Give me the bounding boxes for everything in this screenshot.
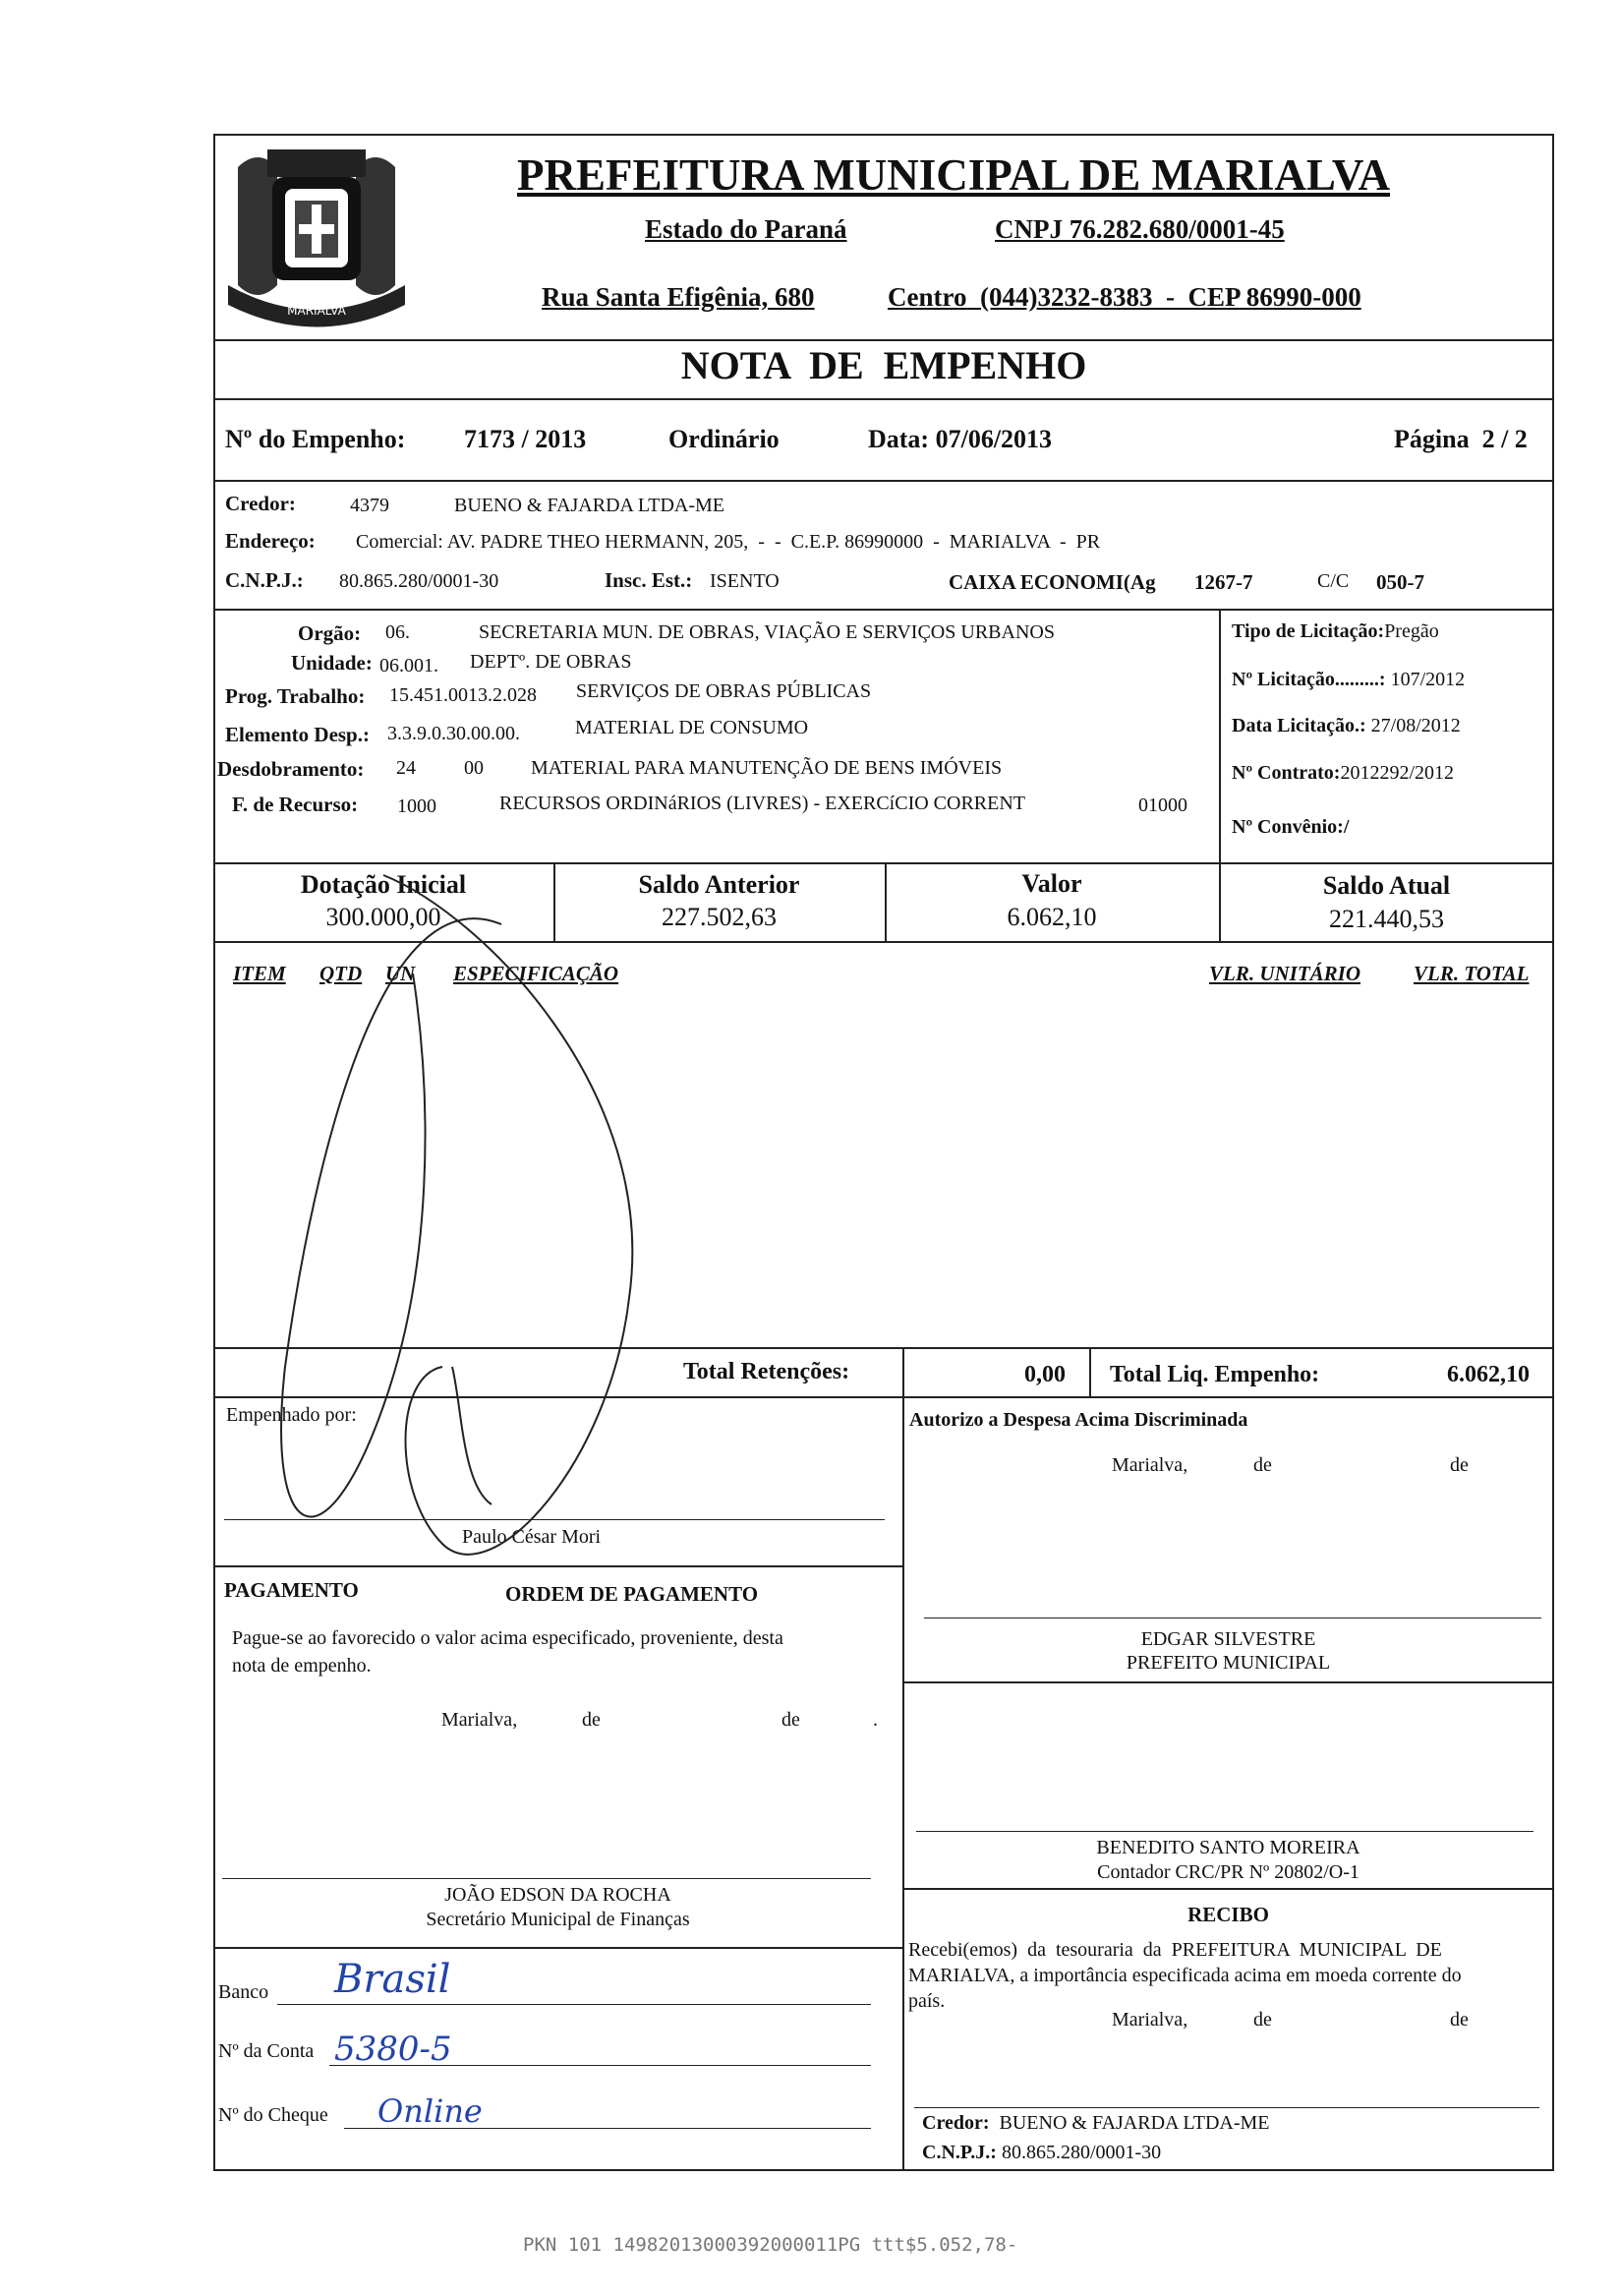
- endereco-value: Comercial: AV. PADRE THEO HERMANN, 205, - - C.E.P. 86990000 - MARIALVA - PR: [356, 531, 1101, 553]
- recibo-credor: Credor: BUENO & FAJARDA LTDA-ME: [922, 2112, 1270, 2134]
- numero-convenio: Nº Convênio:/: [1232, 816, 1350, 838]
- bank-name: CAIXA ECONOMI(Ag: [949, 570, 1156, 594]
- ordem-pagamento-label: ORDEM DE PAGAMENTO: [505, 1582, 759, 1606]
- conta-label: Nº da Conta: [218, 2040, 315, 2062]
- recibo-title: RECIBO: [1187, 1903, 1269, 1926]
- recibo-city: Marialva,: [1112, 2009, 1188, 2031]
- secretario-role: Secretário Municipal de Finanças: [426, 1909, 690, 1930]
- recibo-line-2: MARIALVA, a importância especificada acima em moeda corrente do: [908, 1965, 1462, 1986]
- pagamento-de1: de: [582, 1709, 601, 1731]
- recibo-de1: de: [1253, 2009, 1272, 2031]
- elemento-label: Elemento Desp.:: [225, 723, 370, 746]
- fonte-extra: 01000: [1138, 795, 1187, 816]
- footer-code: PKN 101 14982013000392000011PG ttt$5.052,78-: [523, 2234, 1018, 2256]
- credor-name: BUENO & FAJARDA LTDA-ME: [454, 495, 725, 516]
- empenho-label: Nº do Empenho:: [225, 425, 406, 453]
- pagamento-de2: de: [781, 1709, 800, 1731]
- empenho-date: Data: 07/06/2013: [868, 425, 1053, 453]
- recibo-de2: de: [1450, 2009, 1469, 2031]
- insc-label: Insc. Est.:: [605, 568, 693, 592]
- prog-code: 15.451.0013.2.028: [389, 684, 537, 706]
- conta-handwritten: 5380-5: [334, 2030, 452, 2069]
- cc-value: 050-7: [1376, 570, 1424, 594]
- numero-contrato: Nº Contrato:2012292/2012: [1232, 762, 1455, 784]
- liquido-label: Total Liq. Empenho:: [1110, 1362, 1320, 1387]
- fonte-name: RECURSOS ORDINáRIOS (LIVRES) - EXERCíCIO CORRENT: [499, 793, 1026, 814]
- autorizo-de2: de: [1450, 1454, 1469, 1476]
- header-address: Rua Santa Efigênia, 680: [542, 282, 815, 312]
- prefeito-name: EDGAR SILVESTRE: [1140, 1628, 1316, 1650]
- col-item: ITEM: [233, 962, 286, 985]
- cnpj-value: 80.865.280/0001-30: [339, 570, 499, 592]
- contador-name: BENEDITO SANTO MOREIRA: [1096, 1837, 1360, 1858]
- endereco-label: Endereço:: [225, 529, 316, 553]
- header-cnpj: CNPJ 76.282.680/0001-45: [995, 214, 1285, 244]
- secretario-name: JOÃO EDSON DA ROCHA: [444, 1884, 671, 1906]
- saldo-atual-value: 221.440,53: [1329, 905, 1444, 933]
- fonte-code: 1000: [397, 795, 436, 817]
- bank-agency: 1267-7: [1194, 570, 1253, 594]
- cc-label: C/C: [1317, 570, 1350, 592]
- pagamento-label: PAGAMENTO: [224, 1578, 359, 1602]
- pagamento-city: Marialva,: [441, 1709, 518, 1731]
- orgao-code: 06.: [385, 621, 410, 643]
- svg-text:MARIALVA: MARIALVA: [287, 304, 346, 318]
- cheque-handwritten: Online: [377, 2092, 483, 2130]
- document-title: NOTA DE EMPENHO: [680, 343, 1087, 387]
- desdobramento-code: 24: [396, 757, 416, 779]
- dotacao-label: Dotação Inicial: [300, 870, 467, 899]
- saldo-anterior-value: 227.502,63: [662, 903, 777, 931]
- col-un: UN: [385, 962, 416, 985]
- contador-role: Contador CRC/PR Nº 20802/O-1: [1097, 1861, 1360, 1883]
- pagamento-dot: .: [873, 1709, 878, 1731]
- recibo-line-1: Recebi(emos) da tesouraria da PREFEITURA MUNICIPAL DE: [908, 1939, 1442, 1961]
- col-qtd: QTD: [319, 962, 363, 985]
- coat-of-arms-logo: [218, 138, 415, 339]
- elemento-name: MATERIAL DE CONSUMO: [575, 717, 809, 738]
- saldo-atual-label: Saldo Atual: [1322, 871, 1451, 900]
- credor-label: Credor:: [225, 492, 296, 515]
- col-vlr-unitario: VLR. UNITÁRIO: [1209, 962, 1361, 985]
- retencoes-label: Total Retenções:: [683, 1359, 850, 1384]
- insc-value: ISENTO: [710, 570, 780, 592]
- numero-licitacao: Nº Licitação.........: 107/2012: [1232, 669, 1466, 690]
- signature-drawing: [265, 855, 678, 1583]
- liquido-value: 6.062,10: [1447, 1362, 1530, 1387]
- empenho-number: 7173 / 2013: [464, 425, 587, 453]
- col-especificacao: ESPECIFICAÇÃO: [453, 962, 619, 985]
- unidade-name: DEPTº. DE OBRAS: [470, 651, 632, 673]
- empenhado-label: Empenhado por:: [226, 1404, 357, 1426]
- prog-name: SERVIÇOS DE OBRAS PÚBLICAS: [576, 680, 872, 702]
- elemento-code: 3.3.9.0.30.00.00.: [387, 723, 520, 744]
- header-contact: Centro (044)3232-8383 - CEP 86990-000: [888, 282, 1361, 312]
- empenho-type: Ordinário: [668, 425, 780, 453]
- recibo-cnpj: C.N.P.J.: 80.865.280/0001-30: [922, 2142, 1162, 2163]
- banco-handwritten: Brasil: [334, 1957, 451, 2002]
- data-licitacao: Data Licitação.: 27/08/2012: [1232, 715, 1461, 736]
- orgao-label: Orgão:: [298, 621, 362, 645]
- col-vlr-total: VLR. TOTAL: [1414, 962, 1530, 985]
- desdobramento-label: Desdobramento:: [217, 757, 365, 781]
- credor-code: 4379: [350, 495, 389, 516]
- recibo-line-3: país.: [908, 1990, 946, 2012]
- tipo-licitacao: Tipo de Licitação:Pregão: [1232, 620, 1439, 642]
- fonte-label: F. de Recurso:: [232, 793, 359, 816]
- valor-value: 6.062,10: [1007, 903, 1097, 931]
- cnpj-label: C.N.P.J.:: [225, 568, 304, 592]
- unidade-label: Unidade:: [291, 651, 373, 675]
- autorizo-de1: de: [1253, 1454, 1272, 1476]
- cheque-label: Nº do Cheque: [218, 2104, 328, 2126]
- header-state: Estado do Paraná: [645, 214, 847, 244]
- desdobramento-sub: 00: [464, 757, 484, 779]
- retencoes-value: 0,00: [1024, 1362, 1066, 1387]
- empenhado-name: Paulo César Mori: [462, 1526, 602, 1548]
- valor-label: Valor: [1021, 869, 1082, 898]
- prefeito-role: PREFEITO MUNICIPAL: [1126, 1652, 1331, 1674]
- pagamento-text-1: Pague-se ao favorecido o valor acima especificado, proveniente, desta: [232, 1627, 783, 1649]
- desdobramento-name: MATERIAL PARA MANUTENÇÃO DE BENS IMÓVEIS: [531, 757, 1003, 779]
- banco-label: Banco: [218, 1981, 269, 2003]
- dotacao-value: 300.000,00: [325, 903, 441, 931]
- autorizo-text: Autorizo a Despesa Acima Discriminada: [909, 1409, 1248, 1431]
- header-title: PREFEITURA MUNICIPAL DE MARIALVA: [516, 150, 1391, 200]
- unidade-code: 06.001.: [379, 655, 438, 677]
- prog-label: Prog. Trabalho:: [225, 684, 366, 708]
- page-number: Página 2 / 2: [1394, 425, 1528, 453]
- orgao-name: SECRETARIA MUN. DE OBRAS, VIAÇÃO E SERVIÇOS URBANOS: [479, 621, 1055, 643]
- autorizo-city: Marialva,: [1112, 1454, 1188, 1476]
- pagamento-text-2: nota de empenho.: [232, 1655, 372, 1677]
- saldo-anterior-label: Saldo Anterior: [638, 870, 800, 899]
